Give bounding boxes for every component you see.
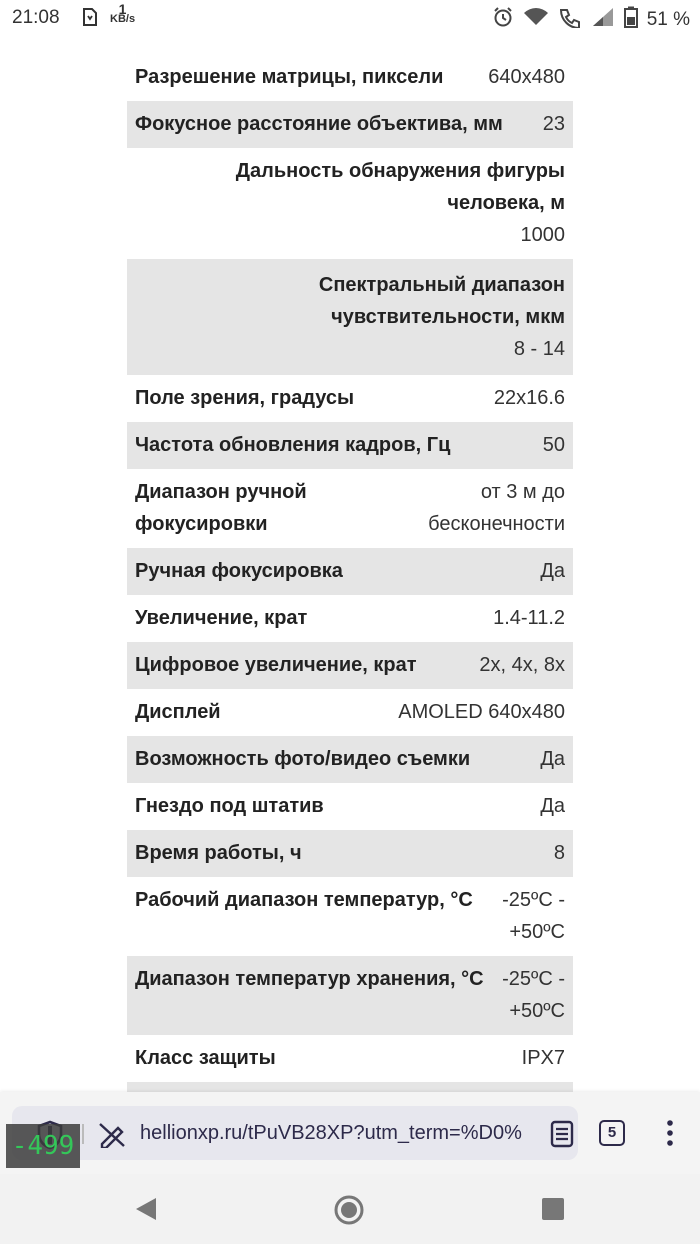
- spec-row-spectral-range: [127, 259, 573, 375]
- spec-label: Разрешение матрицы, пиксели: [135, 66, 444, 88]
- spec-row-tripod-socket: [127, 783, 573, 830]
- recent-apps-icon[interactable]: [542, 1198, 564, 1220]
- spec-value: -25ºС - +50ºС: [502, 968, 565, 1022]
- spec-row-frame-rate: [127, 422, 573, 469]
- spec-value: 8 - 14: [513, 338, 565, 360]
- spec-label: Увеличение, крат: [135, 607, 308, 629]
- url-text[interactable]: hellionxp.ru/tPuVB28XP?utm_term=%D0%: [140, 1122, 522, 1144]
- spec-value: 23: [542, 113, 565, 135]
- spec-label: Спектральный диапазон чувствительности, мкм: [318, 274, 565, 328]
- spec-row-resolution: [127, 54, 573, 101]
- home-icon[interactable]: [333, 1194, 365, 1231]
- spec-value: 22x16.6: [493, 387, 565, 409]
- more-menu-icon[interactable]: [664, 1118, 676, 1153]
- browser-toolbar: [0, 1092, 700, 1174]
- spec-label: Класс защиты: [135, 1047, 276, 1069]
- spec-value: -25ºС - +50ºС: [502, 889, 565, 943]
- spec-label: Возможность фото/видео съемки: [135, 748, 471, 770]
- battery-percent: 51 %: [646, 9, 690, 30]
- spec-label: Дальность обнаружения фигуры человека, м: [235, 160, 565, 214]
- spec-label: Дисплей: [135, 701, 221, 723]
- spec-row-display: [127, 689, 573, 736]
- spec-label: Поле зрения, градусы: [135, 387, 355, 409]
- spec-value: 50: [542, 434, 565, 456]
- spec-value: Да: [540, 748, 565, 770]
- back-icon[interactable]: [134, 1196, 158, 1227]
- battery-icon: [624, 6, 638, 34]
- spec-row-digital-zoom: [127, 642, 573, 689]
- url-bar-separator: [82, 1124, 84, 1144]
- spec-row-detection-range: [127, 148, 573, 259]
- spec-row-focus-range: [127, 469, 573, 548]
- wifi-icon: [523, 6, 549, 34]
- tracking-protection-off-icon[interactable]: [98, 1120, 126, 1153]
- spec-value: 1000: [520, 224, 565, 246]
- spec-row-operating-temp: [127, 877, 573, 956]
- spec-row-storage-temp: [127, 956, 573, 1035]
- spec-row-manual-focus: [127, 548, 573, 595]
- network-speed: 1 KB/s: [110, 1, 136, 25]
- spec-value: 2x, 4x, 8x: [479, 654, 565, 676]
- spec-label: Ручная фокусировка: [135, 560, 343, 582]
- spec-row-field-of-view: [127, 375, 573, 422]
- alarm-icon: [492, 6, 514, 34]
- sim-icon: [80, 6, 100, 34]
- status-time: 21:08: [12, 7, 60, 28]
- spec-row-magnification: [127, 595, 573, 642]
- spec-label: Гнездо под штатив: [135, 795, 324, 817]
- tabs-counter-button[interactable]: 5: [599, 1120, 625, 1146]
- spec-row-runtime: [127, 830, 573, 877]
- spec-row-focal-length: [127, 101, 573, 148]
- spec-value: 1.4-11.2: [493, 607, 565, 629]
- reader-view-icon[interactable]: [550, 1120, 574, 1153]
- call-icon: [558, 6, 582, 34]
- spec-label: Диапазон ручной фокусировки: [135, 481, 307, 535]
- spec-label: Диапазон температур хранения, °С: [135, 968, 484, 990]
- signal-icon: [591, 6, 615, 34]
- url-bar[interactable]: [12, 1106, 578, 1160]
- spec-label: Рабочий диапазон температур, °С: [135, 889, 473, 911]
- spec-value: AMOLED 640x480: [398, 701, 565, 723]
- spec-label: Частота обновления кадров, Гц: [135, 434, 451, 456]
- spec-table: [127, 54, 573, 1100]
- spec-value: от 3 м до бесконечности: [428, 481, 565, 535]
- spec-label: Фокусное расстояние объектива, мм: [135, 113, 503, 135]
- spec-value: IPX7: [521, 1047, 565, 1069]
- spec-value: 8: [553, 842, 565, 864]
- spec-label: Цифровое увеличение, крат: [135, 654, 417, 676]
- spec-row-protection-class: [127, 1035, 573, 1082]
- debug-counter: -499: [6, 1124, 80, 1168]
- spec-value: Да: [540, 560, 565, 582]
- spec-label: Время работы, ч: [135, 842, 302, 864]
- spec-value: 640x480: [488, 66, 565, 88]
- status-bar: [0, 0, 700, 36]
- system-nav-bar: [0, 1174, 700, 1244]
- spec-row-photo-video: [127, 736, 573, 783]
- spec-value: Да: [540, 795, 565, 817]
